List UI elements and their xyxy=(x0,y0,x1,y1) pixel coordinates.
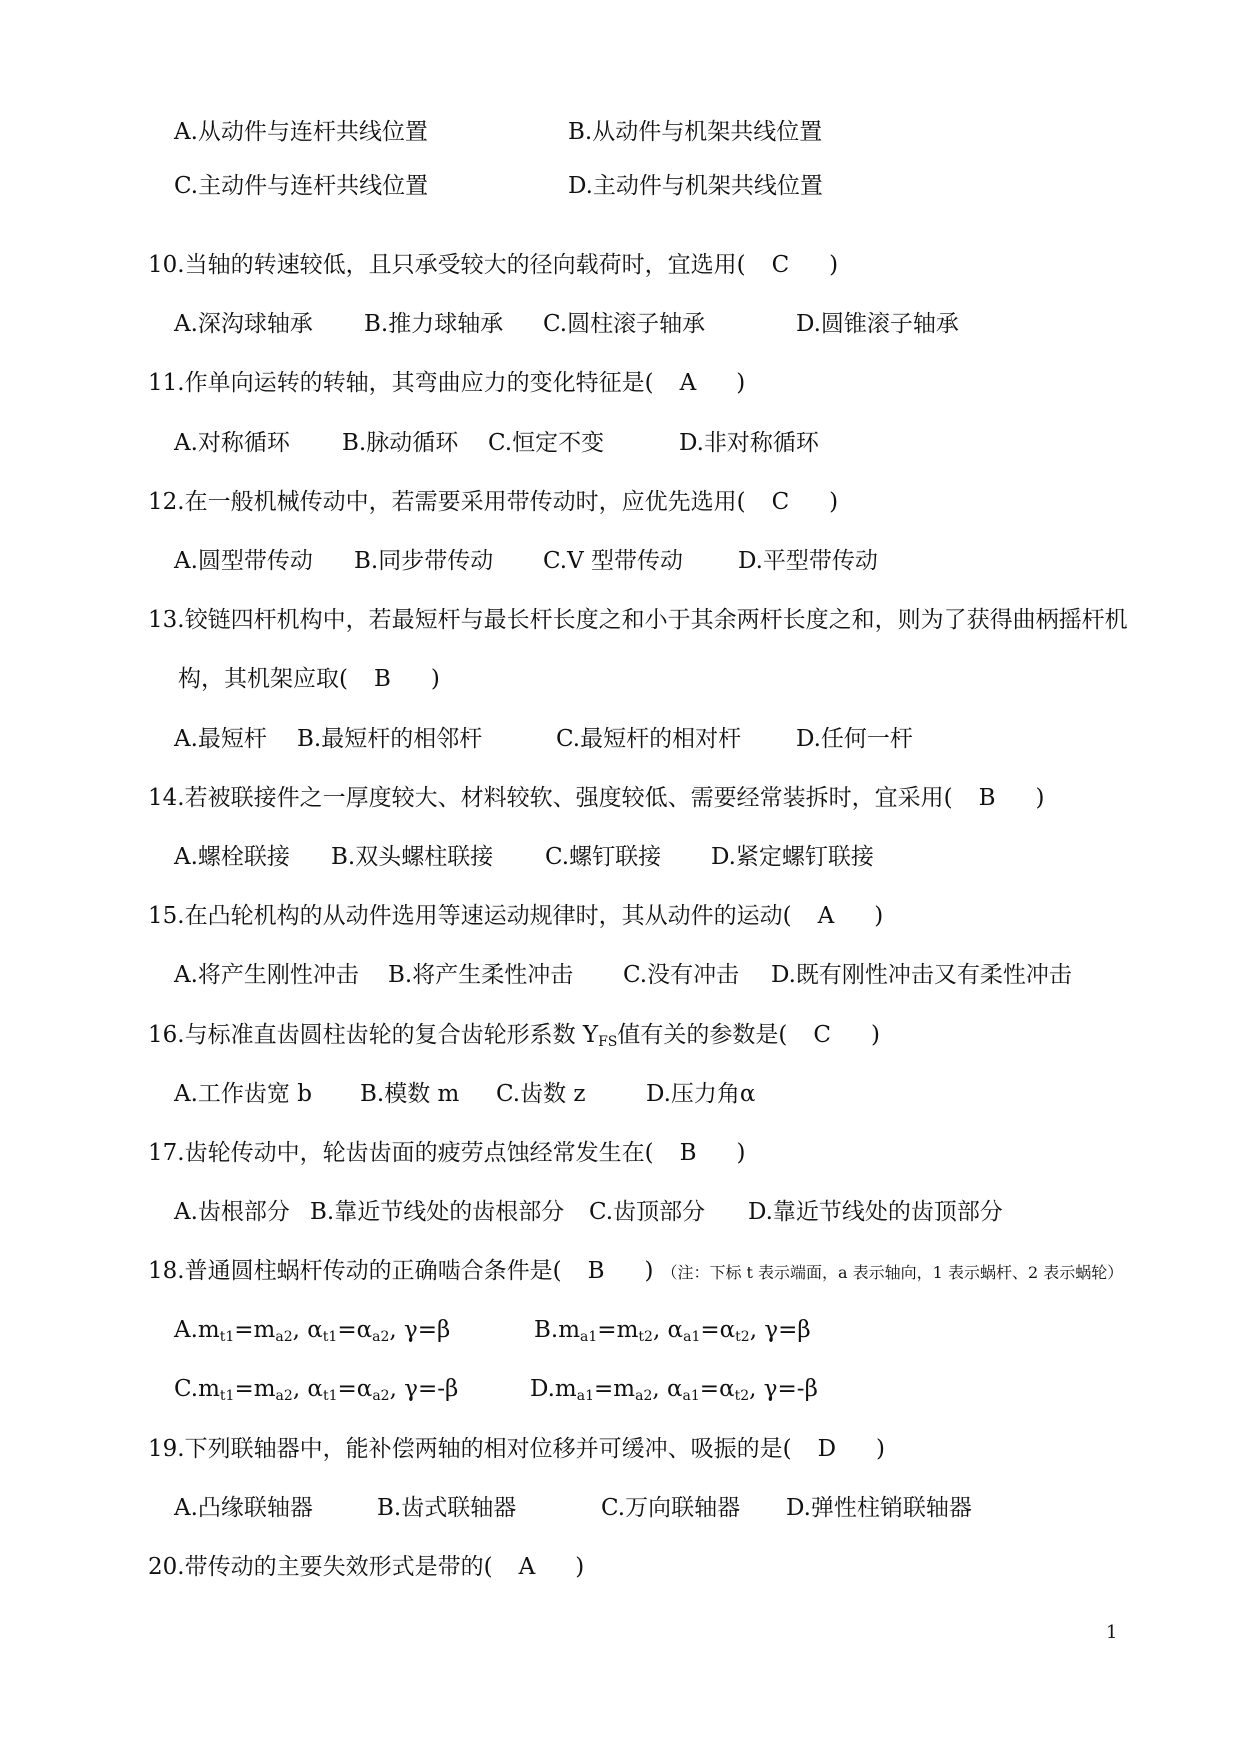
q15-option-b: B.将产生柔性冲击 xyxy=(388,962,574,988)
q11-option-d: D.非对称循环 xyxy=(679,430,819,456)
q17-option-c: C.齿顶部分 xyxy=(589,1199,706,1225)
q19-answer: D xyxy=(817,1436,837,1462)
q18-a-s2: a2 xyxy=(275,1329,293,1345)
q18-b-p5: , γ=β xyxy=(749,1317,811,1343)
q10-stem xyxy=(148,250,838,280)
q10-close: ) xyxy=(829,252,839,278)
q17-close: ) xyxy=(736,1140,746,1166)
q16-close: ) xyxy=(870,1022,880,1048)
q18-d-s2: a2 xyxy=(635,1388,653,1404)
q18-c-s3: t1 xyxy=(322,1388,338,1404)
q13-stem2-text: 构，其机架应取( xyxy=(178,666,348,692)
q17-option-d: D.靠近节线处的齿顶部分 xyxy=(748,1199,1003,1225)
q18-a-s1: t1 xyxy=(219,1329,235,1345)
q19-option-b: B.齿式联轴器 xyxy=(377,1495,517,1521)
q18-a-p5: , γ=β xyxy=(389,1317,451,1343)
q10-option-b: B.推力球轴承 xyxy=(364,311,504,337)
q18-b-p1: B.m xyxy=(534,1317,581,1343)
q18-b-s2: t2 xyxy=(638,1329,653,1345)
q11-option-a: A.对称循环 xyxy=(174,430,290,456)
q18-a-s4: a2 xyxy=(372,1329,390,1345)
q10-option-c: C.圆柱滚子轴承 xyxy=(543,311,706,337)
q14-stem xyxy=(148,783,1044,813)
q13-option-b: B.最短杆的相邻杆 xyxy=(297,726,483,752)
q19-close: ) xyxy=(876,1436,885,1462)
q18-stem-text: 18.普通圆柱蜗杆传动的正确啮合条件是( xyxy=(148,1258,562,1284)
q13-stem: 13.铰链四杆机构中，若最短杆与最长杆长度之和小于其余两杆长度之和，则为了获得曲柄摇杆机 xyxy=(148,607,1128,633)
q13-option-d: D.任何一杆 xyxy=(796,726,913,752)
q12-stem-text: 12.在一般机械传动中，若需要采用带传动时，应优先选用( xyxy=(148,489,746,515)
q16-stem-text: 16.与标准直齿圆柱齿轮的复合齿轮形系数 Y xyxy=(148,1022,599,1048)
q18-c-s4: a2 xyxy=(372,1388,390,1404)
q11-stem-text: 11.作单向运转的转轴，其弯曲应力的变化特征是( xyxy=(148,370,654,396)
q15-stem-text: 15.在凸轮机构的从动件选用等速运动规律时，其从动件的运动( xyxy=(148,903,792,929)
q18-note: （注：下标 t 表示端面，a 表示轴向，1 表示蜗杆、2 表示蜗轮） xyxy=(661,1263,1124,1282)
q12-option-b: B.同步带传动 xyxy=(354,548,494,574)
q18-d-p3: , α xyxy=(652,1376,683,1402)
q19-stem-text: 19.下列联轴器中，能补偿两轴的相对位移并可缓冲、吸振的是( xyxy=(148,1436,792,1462)
q18-close: ) xyxy=(644,1258,654,1284)
q14-option-b: B.双头螺柱联接 xyxy=(331,844,494,870)
q20-stem-text: 20.带传动的主要失效形式是带的( xyxy=(148,1554,493,1580)
q17-option-b: B.靠近节线处的齿根部分 xyxy=(310,1199,565,1225)
q18-option-c xyxy=(174,1374,458,1404)
q18-b-s1: a1 xyxy=(580,1329,598,1345)
q11-stem xyxy=(148,368,745,398)
q18-c-p4: =α xyxy=(337,1376,373,1402)
q11-option-b: B.脉动循环 xyxy=(342,430,459,456)
q14-answer: B xyxy=(978,785,996,811)
q14-close: ) xyxy=(1035,785,1045,811)
q10-option-d: D.圆锥滚子轴承 xyxy=(796,311,959,337)
q13-answer: B xyxy=(373,666,391,692)
q18-b-s4: t2 xyxy=(735,1329,750,1345)
q17-option-a: A.齿根部分 xyxy=(174,1199,290,1225)
q9-option-a: A.从动件与连杆共线位置 xyxy=(174,119,428,145)
q11-answer: A xyxy=(679,370,697,396)
q19-option-c: C.万向联轴器 xyxy=(601,1495,741,1521)
q15-option-a: A.将产生刚性冲击 xyxy=(174,962,359,988)
q18-option-d xyxy=(530,1374,818,1404)
q18-d-s4: t2 xyxy=(734,1388,750,1404)
q17-stem xyxy=(148,1138,745,1168)
q19-stem xyxy=(148,1434,885,1464)
q10-stem-text: 10.当轴的转速较低，且只承受较大的径向载荷时，宜选用( xyxy=(148,252,746,278)
q18-a-s3: t1 xyxy=(322,1329,338,1345)
q16-subscript: FS xyxy=(598,1034,618,1050)
q9-option-d: D.主动件与机架共线位置 xyxy=(568,173,823,199)
q13-option-a: A.最短杆 xyxy=(174,726,267,752)
q11-option-c: C.恒定不变 xyxy=(488,430,605,456)
q18-c-s1: t1 xyxy=(219,1388,235,1404)
q9-option-c: C.主动件与连杆共线位置 xyxy=(174,173,429,199)
q13-option-c: C.最短杆的相对杆 xyxy=(556,726,742,752)
q18-d-p4: =α xyxy=(699,1376,735,1402)
q18-c-p5: , γ=-β xyxy=(389,1376,459,1402)
q11-close: ) xyxy=(736,370,746,396)
q14-option-c: C.螺钉联接 xyxy=(545,844,662,870)
q18-option-a xyxy=(174,1315,450,1345)
q17-stem-text: 17.齿轮传动中，轮齿齿面的疲劳点蚀经常发生在( xyxy=(148,1140,654,1166)
page-number: 1 xyxy=(1106,1622,1118,1643)
q18-answer: B xyxy=(587,1258,605,1284)
q16-option-c: C.齿数 z xyxy=(496,1081,586,1107)
q20-close: ) xyxy=(575,1554,585,1580)
q13-close: ) xyxy=(430,666,440,692)
q18-a-p1: A.m xyxy=(174,1317,220,1343)
q16-option-b: B.模数 m xyxy=(360,1081,460,1107)
q20-stem xyxy=(148,1552,584,1582)
q15-close: ) xyxy=(874,903,884,929)
q15-option-d: D.既有刚性冲击又有柔性冲击 xyxy=(771,962,1072,988)
q9-option-b: B.从动件与机架共线位置 xyxy=(568,119,823,145)
q18-a-p2: =m xyxy=(234,1317,276,1343)
q14-stem-text: 14.若被联接件之一厚度较大、材料较软、强度较低、需要经常装拆时，宜采用( xyxy=(148,785,953,811)
q18-option-b xyxy=(534,1315,811,1345)
q18-d-s3: a1 xyxy=(682,1388,700,1404)
q18-b-s3: a1 xyxy=(683,1329,701,1345)
q18-b-p4: =α xyxy=(700,1317,736,1343)
q16-stem-end: 值有关的参数是( xyxy=(617,1022,788,1048)
q18-d-p1: D.m xyxy=(530,1376,577,1402)
q20-answer: A xyxy=(518,1554,536,1580)
q15-stem xyxy=(148,901,883,931)
q18-c-p1: C.m xyxy=(174,1376,220,1402)
q12-option-c: C.V 型带传动 xyxy=(543,548,684,574)
q15-answer: A xyxy=(817,903,835,929)
q13-stem-continued xyxy=(178,664,440,694)
q12-answer: C xyxy=(771,489,790,515)
q17-answer: B xyxy=(679,1140,697,1166)
q18-d-s1: a1 xyxy=(576,1388,595,1404)
q18-b-p2: =m xyxy=(597,1317,639,1343)
q10-option-a: A.深沟球轴承 xyxy=(174,311,313,337)
q18-a-p4: =α xyxy=(337,1317,373,1343)
q18-c-p2: =m xyxy=(234,1376,276,1402)
q18-c-s2: a2 xyxy=(275,1388,293,1404)
q16-stem xyxy=(148,1020,880,1050)
q16-option-a: A.工作齿宽 b xyxy=(174,1081,312,1107)
q18-stem xyxy=(148,1256,1123,1288)
q15-option-c: C.没有冲击 xyxy=(623,962,740,988)
q18-c-p3: , α xyxy=(292,1376,323,1402)
q12-option-a: A.圆型带传动 xyxy=(174,548,313,574)
q18-b-p3: , α xyxy=(652,1317,684,1343)
q18-d-p5: , γ=-β xyxy=(749,1376,818,1402)
q12-option-d: D.平型带传动 xyxy=(738,548,878,574)
q14-option-a: A.螺栓联接 xyxy=(174,844,290,870)
q18-d-p2: =m xyxy=(594,1376,636,1402)
q19-option-d: D.弹性柱销联轴器 xyxy=(786,1495,972,1521)
q19-option-a: A.凸缘联轴器 xyxy=(174,1495,313,1521)
q16-option-d: D.压力角α xyxy=(646,1081,756,1107)
q16-answer: C xyxy=(813,1022,831,1048)
q10-answer: C xyxy=(771,252,790,278)
q14-option-d: D.紧定螺钉联接 xyxy=(711,844,874,870)
q12-close: ) xyxy=(829,489,839,515)
q12-stem xyxy=(148,487,838,517)
q18-a-p3: , α xyxy=(292,1317,323,1343)
